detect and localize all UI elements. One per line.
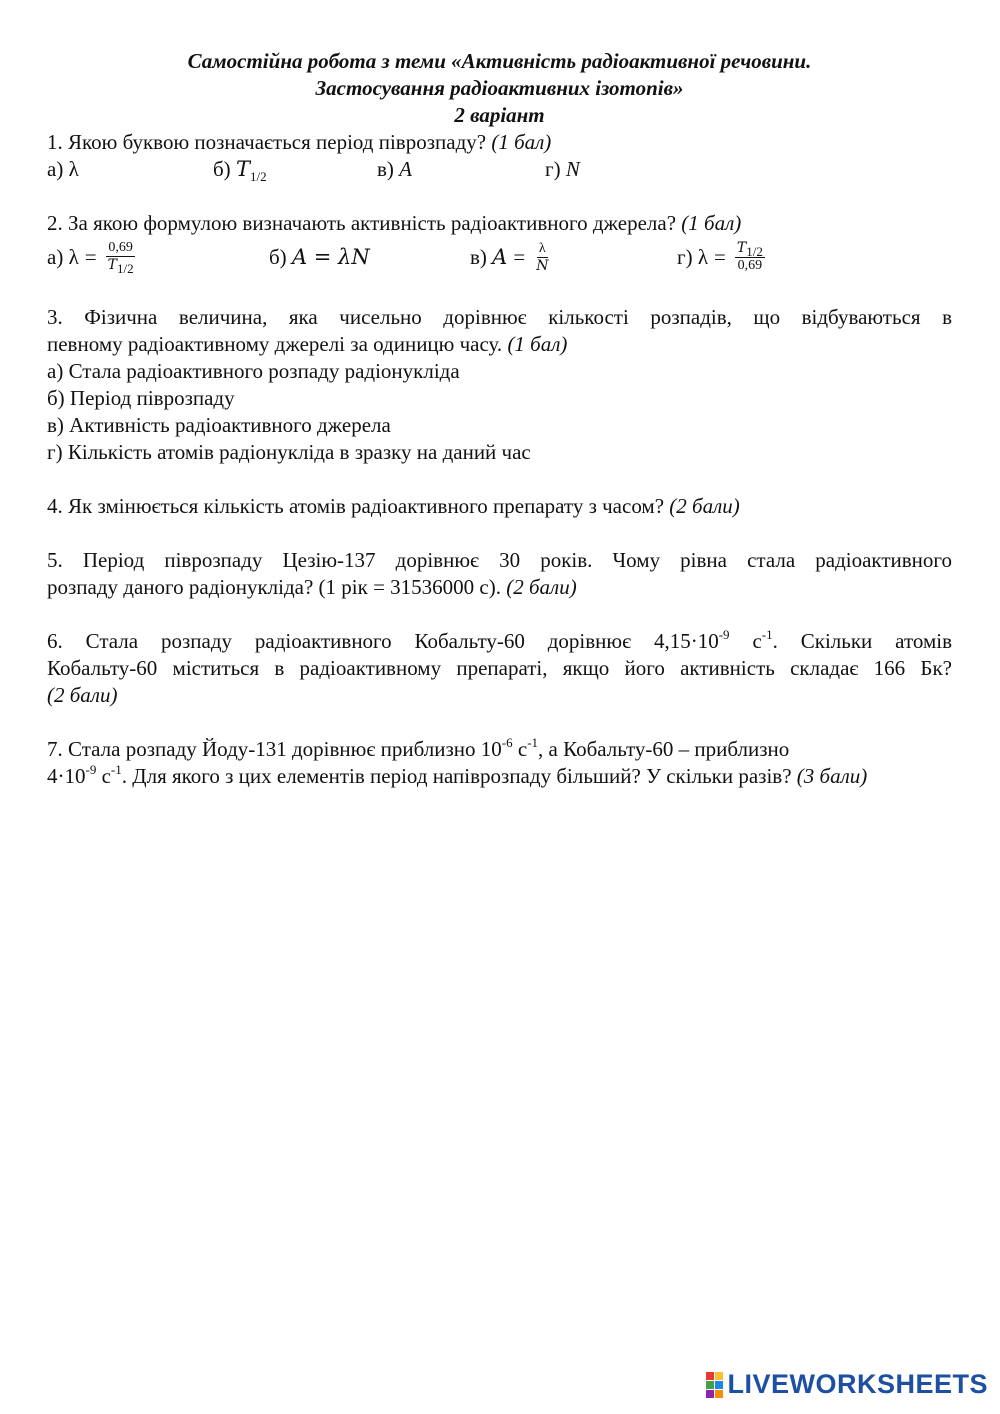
liveworksheets-logo-icon	[706, 1372, 723, 1398]
q2-option-d-denominator: 0,69	[737, 258, 763, 273]
q2-option-a-lhs: λ	[68, 244, 79, 269]
question-7-text-line-1	[47, 736, 952, 763]
q3-option-d[interactable]: г) Кількість атомів радіонукліда в зразку на даний час	[47, 440, 531, 464]
q3-option-c[interactable]: в) Активність радіоактивного джерела	[47, 413, 391, 437]
q1-option-c-label: в)	[377, 157, 394, 181]
q2-option-b-label: б)	[269, 244, 287, 269]
q7-text-part-d: 4·10	[47, 764, 86, 788]
q6-exponent-1: -9	[718, 627, 730, 642]
q1-option-d-label: г)	[545, 157, 561, 181]
q3-option-a[interactable]: а) Стала радіоактивного розпаду радіонукліда	[47, 359, 460, 383]
q2-option-c-lhs: A	[492, 245, 508, 269]
question-1	[47, 129, 952, 156]
q2-option-d-label: г)	[677, 244, 693, 269]
q1-option-d[interactable]	[545, 156, 580, 183]
q2-option-d-fraction	[735, 240, 765, 274]
question-7-points: (3 бали)	[796, 764, 868, 788]
q2-option-a-eq: =	[84, 244, 97, 269]
q2-option-a-den-var: T	[107, 257, 117, 273]
question-2-text: 2. За якою формулою визначають активність радіоактивного джерела?	[47, 211, 677, 235]
question-3-text-line-2: певному радіоактивному джерелі за одиницю часу.	[47, 332, 503, 356]
q7-exponent-1: -6	[501, 735, 513, 750]
q3-option-b[interactable]: б) Період піврозпаду	[47, 386, 235, 410]
question-3-text-line-1: 3. Фізична величина, яка чисельно дорівнює кількості розпадів, що відбуваються в	[47, 305, 952, 329]
q2-option-c-denominator: N	[536, 257, 549, 274]
worksheet-page	[47, 48, 952, 790]
q2-option-a-fraction	[106, 240, 136, 274]
question-4-text: 4. Як змінюється кількість атомів радіоактивного препарату з часом?	[47, 494, 665, 518]
question-2-points: (1 бал)	[681, 211, 742, 235]
q2-option-d-lhs: λ	[697, 244, 709, 269]
q1-option-a[interactable]	[47, 156, 79, 183]
q2-option-a[interactable]	[47, 237, 136, 277]
q7-exponent-4: -1	[110, 762, 122, 777]
question-3-points: (1 бал)	[507, 332, 568, 356]
q7-exponent-3: -9	[85, 762, 97, 777]
title-line-2: Застосування радіоактивних ізотопів»	[315, 76, 684, 100]
question-6-text-line-2: Кобальту-60 міститься в радіоактивному препараті, якщо його активність складає 166 Бк?	[47, 656, 952, 680]
question-6	[47, 628, 952, 709]
q7-exponent-2: -1	[527, 735, 539, 750]
title-line-1: Самостійна робота з теми «Активність радіоактивної речовини.	[187, 49, 812, 73]
liveworksheets-logo-text: LIVEWORKSHEETS	[727, 1369, 988, 1399]
question-2	[47, 210, 952, 237]
q2-option-a-label: а)	[47, 244, 64, 269]
q2-option-a-den-sub: 1/2	[116, 260, 134, 276]
q1-option-c[interactable]	[377, 156, 412, 183]
question-3	[47, 304, 952, 358]
question-2-options	[47, 237, 952, 277]
question-4	[47, 493, 952, 520]
q7-text-part-f: . Для якого з цих елементів період напіврозпаду більший? У скільки разів?	[121, 764, 792, 788]
q7-text-part-c: , а Кобальту-60 – приблизно	[538, 737, 790, 761]
question-1-points: (1 бал)	[491, 130, 552, 154]
q7-text-part-b: с	[512, 737, 528, 761]
question-7	[47, 736, 952, 790]
q2-option-c-numerator: λ	[538, 240, 546, 256]
question-4-points: (2 бали)	[669, 494, 740, 518]
q1-option-c-value: A	[399, 157, 412, 181]
q2-option-a-numerator: 0,69	[108, 240, 133, 255]
question-5-text-line-2: розпаду даного радіонукліда? (1 рік = 31536000 с).	[47, 575, 501, 599]
question-1-options	[47, 156, 952, 183]
q2-option-c-label: в)	[470, 244, 487, 269]
q6-exponent-2: -1	[761, 627, 773, 642]
q1-option-b-label: б)	[213, 157, 231, 181]
q1-option-d-value: N	[565, 157, 580, 181]
q2-option-c[interactable]	[470, 237, 550, 277]
question-6-text-line-1	[47, 628, 952, 655]
q2-option-c-fraction	[534, 241, 550, 274]
q1-option-b-var: T	[235, 157, 250, 181]
q2-option-d-num-sub: 1/2	[746, 243, 763, 259]
q2-option-b-formula: A = λN	[291, 245, 370, 269]
question-5-points: (2 бали)	[506, 575, 577, 599]
liveworksheets-logo[interactable]	[706, 1369, 988, 1400]
q1-option-a-value: λ	[68, 157, 79, 181]
title-variant: 2 варіант	[454, 103, 545, 127]
q6-text-part-a: 6. Стала розпаду радіоактивного Кобальту-60 дорівнює 4,15·10	[47, 629, 719, 653]
q2-option-d-num-var: T	[736, 240, 747, 256]
question-5	[47, 547, 952, 601]
question-7-text-line-2	[47, 763, 952, 790]
worksheet-title	[47, 48, 952, 129]
q6-text-part-c: . Скільки атомів	[772, 629, 952, 653]
q2-option-b[interactable]	[269, 237, 370, 277]
q2-option-d[interactable]	[677, 237, 765, 277]
question-6-points: (2 бали)	[47, 683, 118, 707]
q6-text-part-b: с	[729, 629, 762, 653]
q7-text-part-a: 7. Стала розпаду Йоду-131 дорівнює приблизно 10	[47, 737, 502, 761]
question-1-text: 1. Якою буквою позначається період піврозпаду?	[47, 130, 487, 154]
q1-option-b-sub: 1/2	[249, 169, 267, 185]
q1-option-b[interactable]	[213, 156, 267, 183]
q7-text-part-e: с	[96, 764, 111, 788]
q2-option-d-eq: =	[714, 244, 726, 269]
question-5-text-line-1: 5. Період піврозпаду Цезію-137 дорівнює 30 років. Чому рівна стала радіоактивного	[47, 548, 952, 572]
q2-option-c-eq: =	[513, 244, 526, 269]
q1-option-a-label: а)	[47, 157, 64, 181]
